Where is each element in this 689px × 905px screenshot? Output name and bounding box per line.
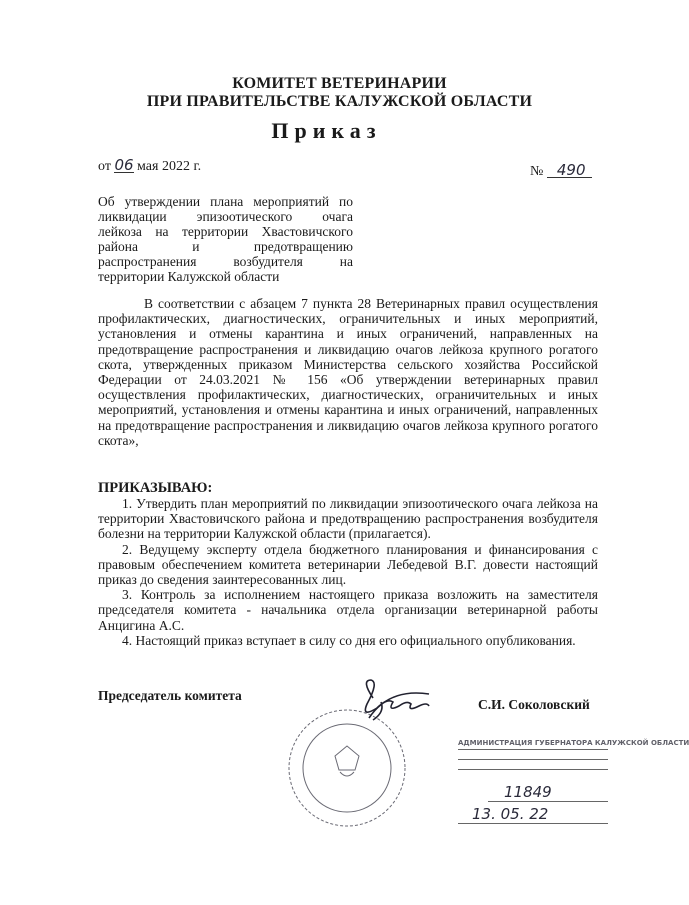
seal-stamp bbox=[285, 668, 465, 838]
subject-line: ликвидации эпизоотического очага bbox=[98, 209, 353, 224]
order-number bbox=[530, 163, 592, 180]
date-rest: мая 2022 г. bbox=[137, 159, 202, 174]
org-name-line2: ПРИ ПРАВИТЕЛЬСТВЕ КАЛУЖСКОЙ ОБЛАСТИ bbox=[146, 93, 533, 110]
subject-line: района и предотвращению bbox=[98, 239, 353, 254]
handwritten-signature bbox=[365, 680, 429, 720]
preamble-paragraph: В соответствии с абзацем 7 пункта 28 Ветеринарных правил осуществления профилактических, диагностических, ограничительных и иных мероприятий, установления и отмены карантина и иных ограничений, направленных на предотвращение распространения и ликвидацию очагов лейкоза крупного рогатого скота, утвержденных приказом Министерства сельского хозяйства Российской Федерации от 24.03.2021 № 156 «Об утверждении ветеринарных правил осуществления профилактических, диагностических, ограничительных и иных мероприятий, установления и отмены карантина и иных ограничений, направленных на предотвращение распространения и ликвидацию очагов лейкоза крупного рогатого скота», bbox=[98, 296, 598, 448]
order-item: 2. Ведущему эксперту отдела бюджетного планирования и финансирования с правовым обеспечением комитета ветеринарии Лебедевой В.Г. довести настоящий приказ до сведения заинтересованных лиц. bbox=[98, 541, 598, 588]
date-prefix: от bbox=[98, 159, 111, 174]
org-name-line1: КОМИТЕТ ВЕТЕРИНАРИИ bbox=[232, 75, 447, 92]
subject-line: распространения возбудителя на bbox=[98, 254, 353, 269]
stamp-rule bbox=[458, 749, 608, 750]
order-items bbox=[98, 496, 598, 648]
signatory-name: С.И. Соколовский bbox=[478, 697, 590, 712]
signatory-position: Председатель комитета bbox=[98, 688, 242, 703]
registration-stamp bbox=[458, 735, 689, 835]
registration-number-handwritten: 11849 bbox=[504, 783, 552, 801]
document-title: Приказ bbox=[271, 118, 382, 143]
stamp-rule bbox=[458, 769, 608, 770]
seal-outer-ring bbox=[289, 710, 405, 826]
stamp-rule bbox=[458, 759, 608, 760]
date-day-handwritten: 06 bbox=[114, 156, 134, 174]
stamp-rule bbox=[488, 801, 608, 802]
order-item: 3. Контроль за исполнением настоящего приказа возложить на заместителя председателя комитета - начальника отдела организации ветеринарной работы Анцигина А.С. bbox=[98, 587, 598, 633]
subject-line: территории Калужской области bbox=[98, 269, 280, 284]
seal-inner-ring bbox=[303, 724, 391, 812]
order-subject bbox=[98, 194, 353, 284]
order-item: 1. Утвердить план мероприятий по ликвидации эпизоотического очага лейкоза на территории Хвастовичского района и предотвращению распространения возбудителя болезни на территории Калужской области (прилагается). bbox=[98, 496, 598, 542]
number-prefix: № bbox=[530, 164, 544, 179]
order-keyword: ПРИКАЗЫВАЮ: bbox=[98, 480, 213, 496]
order-item: 4. Настоящий приказ вступает в силу со дня его официального опубликования. bbox=[122, 632, 576, 648]
subject-line: Об утверждении плана мероприятий по bbox=[98, 194, 353, 209]
stamp-rule bbox=[458, 823, 608, 824]
subject-line: лейкоза на территории Хвастовичского bbox=[98, 224, 353, 239]
order-date bbox=[98, 158, 201, 175]
number-value-handwritten: 490 bbox=[547, 163, 592, 178]
seal-emblem bbox=[335, 746, 359, 770]
registration-stamp-header: АДМИНИСТРАЦИЯ ГУБЕРНАТОРА КАЛУЖСКОЙ ОБЛАСТИ bbox=[458, 739, 689, 747]
registration-date-handwritten: 13. 05. 22 bbox=[472, 805, 549, 823]
